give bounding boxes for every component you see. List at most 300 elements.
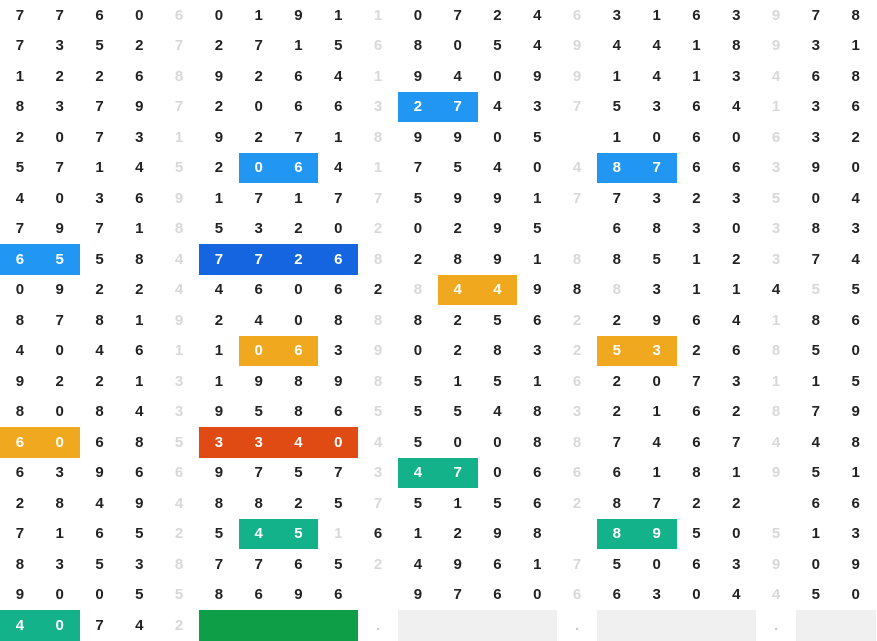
grid-cell: 5 — [597, 549, 637, 580]
grid-cell: 4 — [478, 275, 518, 306]
grid-cell: 8 — [478, 336, 518, 367]
grid-cell: 6 — [716, 336, 756, 367]
grid-cell: 6 — [597, 580, 637, 611]
grid-cell: 5 — [796, 275, 836, 306]
grid-cell: 3 — [358, 458, 398, 489]
grid-cell: 6 — [318, 275, 358, 306]
grid-cell: 3 — [318, 336, 358, 367]
grid-cell: 8 — [398, 305, 438, 336]
grid-cell: 2 — [0, 122, 40, 153]
grid-cell: 6 — [80, 427, 120, 458]
grid-cell: 0 — [239, 92, 279, 123]
grid-cell: 3 — [40, 92, 80, 123]
grid-cell: 1 — [637, 0, 677, 31]
grid-cell: 2 — [557, 336, 597, 367]
grid-cell: 8 — [836, 61, 876, 92]
grid-cell: 6 — [677, 427, 717, 458]
grid-cell: 8 — [358, 244, 398, 275]
grid-cell: 4 — [716, 580, 756, 611]
grid-cell: 2 — [80, 61, 120, 92]
grid-cell: 3 — [836, 214, 876, 245]
grid-cell: 2 — [159, 610, 199, 641]
grid-cell: 6 — [597, 458, 637, 489]
grid-cell: 0 — [836, 580, 876, 611]
grid-cell: 1 — [40, 519, 80, 550]
grid-cell: 5 — [398, 488, 438, 519]
grid-cell: . — [756, 610, 796, 641]
grid-cell: 8 — [318, 305, 358, 336]
grid-cell: 0 — [318, 427, 358, 458]
grid-cell: 0 — [40, 183, 80, 214]
grid-cell: 2 — [557, 305, 597, 336]
grid-cell: 0 — [40, 397, 80, 428]
grid-cell: 7 — [398, 153, 438, 184]
grid-cell: 7 — [80, 92, 120, 123]
grid-cell: 7 — [239, 458, 279, 489]
grid-cell: 0 — [438, 31, 478, 62]
grid-cell: 8 — [159, 549, 199, 580]
grid-cell: 0 — [796, 549, 836, 580]
grid-cell: 6 — [318, 580, 358, 611]
grid-cell: 0 — [796, 183, 836, 214]
grid-cell: 9 — [159, 183, 199, 214]
grid-cell: 8 — [716, 31, 756, 62]
grid-cell: 4 — [517, 31, 557, 62]
grid-cell: 5 — [756, 519, 796, 550]
grid-cell: 8 — [637, 214, 677, 245]
grid-cell: 1 — [0, 61, 40, 92]
grid-cell: 9 — [40, 275, 80, 306]
grid-cell: 7 — [796, 397, 836, 428]
grid-cell: 2 — [478, 0, 518, 31]
grid-cell: 7 — [279, 122, 319, 153]
grid-cell: 3 — [239, 427, 279, 458]
grid-cell: 7 — [318, 458, 358, 489]
grid-cell: 6 — [119, 458, 159, 489]
grid-cell: 4 — [716, 305, 756, 336]
grid-cell: 7 — [239, 549, 279, 580]
grid-cell: 8 — [517, 519, 557, 550]
grid-cell: 4 — [239, 519, 279, 550]
grid-cell: 4 — [358, 427, 398, 458]
grid-cell: 0 — [239, 153, 279, 184]
grid-cell: 1 — [796, 519, 836, 550]
grid-cell: 8 — [597, 275, 637, 306]
grid-cell: 1 — [756, 92, 796, 123]
grid-cell: 4 — [0, 183, 40, 214]
grid-cell: 5 — [398, 366, 438, 397]
grid-cell: 3 — [40, 31, 80, 62]
grid-cell: 7 — [557, 183, 597, 214]
grid-cell: 1 — [438, 366, 478, 397]
grid-cell: 6 — [716, 153, 756, 184]
grid-cell: 6 — [119, 336, 159, 367]
grid-cell: 3 — [517, 92, 557, 123]
grid-cell: 6 — [677, 0, 717, 31]
grid-cell: 3 — [159, 397, 199, 428]
grid-cell: 0 — [637, 549, 677, 580]
grid-cell: 5 — [677, 519, 717, 550]
grid-cell: 6 — [836, 305, 876, 336]
grid-cell: 4 — [756, 580, 796, 611]
grid-cell: 0 — [199, 0, 239, 31]
grid-cell: 1 — [517, 244, 557, 275]
grid-cell: 7 — [40, 305, 80, 336]
grid-cell — [517, 610, 557, 641]
grid-cell: 9 — [0, 366, 40, 397]
grid-cell: 1 — [159, 336, 199, 367]
grid-cell: 6 — [796, 61, 836, 92]
grid-cell: 7 — [438, 458, 478, 489]
grid-cell: 5 — [239, 397, 279, 428]
grid-cell: 3 — [796, 122, 836, 153]
grid-cell: 3 — [796, 31, 836, 62]
grid-cell: 6 — [318, 92, 358, 123]
grid-cell: 7 — [557, 92, 597, 123]
grid-cell: 9 — [438, 183, 478, 214]
grid-cell: 4 — [199, 275, 239, 306]
grid-cell: 1 — [318, 0, 358, 31]
grid-cell: 0 — [836, 336, 876, 367]
grid-cell: 0 — [318, 214, 358, 245]
grid-cell: 1 — [716, 275, 756, 306]
grid-cell: 8 — [0, 397, 40, 428]
grid-cell: 0 — [716, 519, 756, 550]
grid-cell: 4 — [119, 397, 159, 428]
grid-cell: 7 — [637, 153, 677, 184]
grid-cell: 1 — [358, 61, 398, 92]
grid-cell: 9 — [557, 61, 597, 92]
grid-cell: 2 — [677, 183, 717, 214]
grid-cell: 7 — [597, 427, 637, 458]
grid-cell: 0 — [478, 122, 518, 153]
grid-cell: 3 — [119, 122, 159, 153]
grid-cell: 9 — [756, 549, 796, 580]
grid-cell: 8 — [398, 31, 438, 62]
grid-cell: 7 — [0, 0, 40, 31]
grid-cell: 0 — [478, 61, 518, 92]
grid-cell — [557, 122, 597, 153]
grid-cell: 4 — [0, 610, 40, 641]
grid-cell: 5 — [358, 397, 398, 428]
grid-cell: 6 — [159, 458, 199, 489]
grid-cell: 1 — [796, 366, 836, 397]
grid-cell: 2 — [716, 397, 756, 428]
grid-cell: 8 — [239, 488, 279, 519]
grid-cell: 8 — [557, 275, 597, 306]
grid-cell: 6 — [318, 244, 358, 275]
grid-cell: 9 — [517, 275, 557, 306]
grid-cell: 0 — [40, 580, 80, 611]
grid-cell: 1 — [836, 31, 876, 62]
grid-cell: 9 — [517, 61, 557, 92]
grid-cell: 1 — [199, 336, 239, 367]
grid-cell: 9 — [836, 549, 876, 580]
grid-cell: 5 — [756, 183, 796, 214]
grid-cell: 2 — [438, 519, 478, 550]
grid-cell: 3 — [756, 153, 796, 184]
grid-cell: 4 — [318, 61, 358, 92]
grid-cell: 7 — [438, 0, 478, 31]
grid-cell: 6 — [279, 92, 319, 123]
grid-cell: 4 — [796, 427, 836, 458]
grid-cell: 2 — [438, 336, 478, 367]
grid-cell: 9 — [756, 0, 796, 31]
grid-cell: 5 — [159, 427, 199, 458]
grid-cell: 8 — [0, 549, 40, 580]
grid-cell: 0 — [279, 275, 319, 306]
grid-cell: 4 — [478, 92, 518, 123]
grid-cell: 9 — [279, 0, 319, 31]
grid-cell — [836, 610, 876, 641]
grid-cell: 8 — [119, 427, 159, 458]
grid-cell: 6 — [279, 549, 319, 580]
grid-cell: 2 — [398, 244, 438, 275]
grid-cell: 8 — [279, 366, 319, 397]
grid-cell: 2 — [358, 275, 398, 306]
grid-cell: 7 — [239, 183, 279, 214]
grid-cell: 5 — [40, 244, 80, 275]
grid-cell: 6 — [119, 183, 159, 214]
grid-cell: 5 — [517, 214, 557, 245]
grid-cell: 3 — [716, 0, 756, 31]
grid-cell: 2 — [716, 488, 756, 519]
grid-cell: 7 — [318, 183, 358, 214]
grid-cell: 2 — [358, 214, 398, 245]
grid-cell: 7 — [597, 183, 637, 214]
grid-cell: 2 — [40, 366, 80, 397]
grid-cell: 3 — [836, 519, 876, 550]
grid-cell: 8 — [358, 305, 398, 336]
grid-cell: 9 — [398, 122, 438, 153]
grid-cell: 4 — [438, 275, 478, 306]
grid-cell: 6 — [677, 397, 717, 428]
grid-cell: 0 — [836, 153, 876, 184]
grid-cell: 5 — [0, 153, 40, 184]
grid-cell: 8 — [119, 244, 159, 275]
grid-cell: 9 — [756, 31, 796, 62]
grid-cell: 3 — [716, 183, 756, 214]
grid-cell: 9 — [159, 305, 199, 336]
grid-cell: 3 — [796, 92, 836, 123]
grid-cell: 6 — [836, 92, 876, 123]
grid-cell: 3 — [517, 336, 557, 367]
grid-cell: 7 — [80, 610, 120, 641]
grid-cell: 5 — [199, 214, 239, 245]
grid-cell: 3 — [716, 366, 756, 397]
grid-cell: 8 — [199, 580, 239, 611]
grid-cell: 2 — [199, 92, 239, 123]
grid-cell: 4 — [119, 610, 159, 641]
grid-cell: 9 — [80, 458, 120, 489]
grid-cell: 7 — [796, 244, 836, 275]
grid-cell: 5 — [836, 275, 876, 306]
grid-cell — [796, 610, 836, 641]
grid-cell: 0 — [40, 336, 80, 367]
grid-cell: 6 — [677, 549, 717, 580]
grid-cell: 4 — [159, 488, 199, 519]
grid-cell: 8 — [0, 92, 40, 123]
grid-cell: 6 — [478, 549, 518, 580]
grid-cell: 4 — [318, 153, 358, 184]
grid-cell: 8 — [159, 214, 199, 245]
grid-cell: 9 — [637, 519, 677, 550]
grid-cell: 0 — [40, 122, 80, 153]
grid-cell: 5 — [637, 244, 677, 275]
grid-cell: 2 — [836, 122, 876, 153]
grid-cell: 8 — [557, 244, 597, 275]
grid-cell: 5 — [318, 31, 358, 62]
grid-cell: . — [557, 610, 597, 641]
grid-cell: 3 — [716, 549, 756, 580]
grid-cell: 7 — [677, 366, 717, 397]
grid-cell: 7 — [637, 488, 677, 519]
grid-cell: 5 — [80, 31, 120, 62]
grid-cell: 0 — [0, 275, 40, 306]
grid-cell: 0 — [517, 153, 557, 184]
grid-cell: 5 — [80, 549, 120, 580]
grid-cell: 7 — [557, 549, 597, 580]
grid-cell: 5 — [318, 488, 358, 519]
grid-cell: 0 — [80, 580, 120, 611]
grid-cell: 1 — [677, 275, 717, 306]
grid-cell: 2 — [239, 61, 279, 92]
grid-cell: 2 — [119, 275, 159, 306]
grid-cell: 9 — [478, 244, 518, 275]
grid-cell: 0 — [517, 580, 557, 611]
grid-cell — [358, 580, 398, 611]
grid-cell: 1 — [756, 366, 796, 397]
grid-cell: 8 — [557, 427, 597, 458]
grid-cell: 7 — [40, 0, 80, 31]
grid-cell: 8 — [796, 305, 836, 336]
grid-cell: 0 — [637, 366, 677, 397]
grid-cell: 1 — [677, 31, 717, 62]
grid-cell: 9 — [318, 366, 358, 397]
grid-cell: 7 — [80, 214, 120, 245]
grid-cell — [199, 610, 239, 641]
grid-cell: 2 — [40, 61, 80, 92]
grid-cell — [478, 610, 518, 641]
grid-cell — [716, 610, 756, 641]
grid-cell: . — [358, 610, 398, 641]
grid-cell: 3 — [597, 0, 637, 31]
grid-cell: 7 — [0, 519, 40, 550]
grid-cell: 2 — [80, 366, 120, 397]
grid-cell: 9 — [119, 92, 159, 123]
grid-cell: 8 — [358, 122, 398, 153]
grid-cell: 9 — [438, 122, 478, 153]
grid-cell: 8 — [517, 427, 557, 458]
grid-cell: 1 — [438, 488, 478, 519]
grid-cell: 7 — [239, 31, 279, 62]
grid-cell: 1 — [677, 244, 717, 275]
grid-cell: 8 — [199, 488, 239, 519]
grid-cell: 7 — [159, 31, 199, 62]
grid-cell: 2 — [597, 397, 637, 428]
grid-cell: 8 — [80, 305, 120, 336]
grid-cell: 2 — [438, 305, 478, 336]
grid-cell: 7 — [438, 92, 478, 123]
grid-cell: 1 — [199, 183, 239, 214]
grid-cell: 6 — [796, 488, 836, 519]
grid-cell: 6 — [517, 488, 557, 519]
grid-cell: 4 — [637, 61, 677, 92]
grid-cell: 3 — [637, 580, 677, 611]
grid-cell: 5 — [119, 519, 159, 550]
grid-cell: 8 — [0, 305, 40, 336]
grid-cell: 5 — [438, 397, 478, 428]
grid-cell: 9 — [199, 458, 239, 489]
grid-cell: 4 — [557, 153, 597, 184]
grid-cell: 2 — [677, 336, 717, 367]
grid-cell: 4 — [159, 275, 199, 306]
grid-cell: 4 — [756, 427, 796, 458]
grid-cell: 3 — [199, 427, 239, 458]
grid-cell: 4 — [478, 153, 518, 184]
grid-cell: 3 — [159, 366, 199, 397]
grid-cell: 1 — [358, 0, 398, 31]
grid-cell: 0 — [398, 214, 438, 245]
grid-cell: 4 — [756, 275, 796, 306]
grid-cell: 1 — [199, 366, 239, 397]
grid-cell: 1 — [756, 305, 796, 336]
grid-cell: 8 — [756, 336, 796, 367]
grid-cell: 3 — [40, 549, 80, 580]
grid-cell: 3 — [756, 244, 796, 275]
grid-cell: 7 — [159, 92, 199, 123]
grid-cell: 3 — [557, 397, 597, 428]
grid-cell: 6 — [557, 366, 597, 397]
grid-cell: 5 — [159, 153, 199, 184]
grid-cell: 9 — [478, 214, 518, 245]
grid-cell: 7 — [358, 183, 398, 214]
grid-cell: 5 — [597, 92, 637, 123]
grid-cell: 9 — [836, 397, 876, 428]
grid-cell: 0 — [716, 214, 756, 245]
grid-cell: 6 — [358, 519, 398, 550]
grid-cell: 8 — [597, 488, 637, 519]
grid-cell: 4 — [478, 397, 518, 428]
grid-cell: 5 — [279, 519, 319, 550]
grid-cell: 2 — [716, 244, 756, 275]
grid-cell: 4 — [637, 31, 677, 62]
grid-cell: 0 — [398, 0, 438, 31]
grid-cell: 8 — [677, 458, 717, 489]
grid-cell: 2 — [279, 488, 319, 519]
grid-cell: 2 — [438, 214, 478, 245]
grid-cell: 8 — [796, 214, 836, 245]
grid-cell: 9 — [199, 61, 239, 92]
grid-cell: 3 — [716, 61, 756, 92]
grid-cell: 2 — [279, 244, 319, 275]
grid-cell: 5 — [478, 305, 518, 336]
grid-cell: 1 — [517, 183, 557, 214]
grid-cell: 1 — [637, 397, 677, 428]
grid-cell: 9 — [398, 580, 438, 611]
grid-cell: 7 — [0, 214, 40, 245]
grid-cell: 9 — [756, 458, 796, 489]
grid-cell: 6 — [119, 61, 159, 92]
grid-cell: 1 — [836, 458, 876, 489]
grid-cell: 3 — [637, 336, 677, 367]
grid-cell: 9 — [478, 519, 518, 550]
grid-cell: 7 — [716, 427, 756, 458]
grid-cell: 1 — [279, 183, 319, 214]
grid-cell: 9 — [239, 366, 279, 397]
grid-cell: 5 — [517, 122, 557, 153]
grid-cell: 2 — [597, 305, 637, 336]
